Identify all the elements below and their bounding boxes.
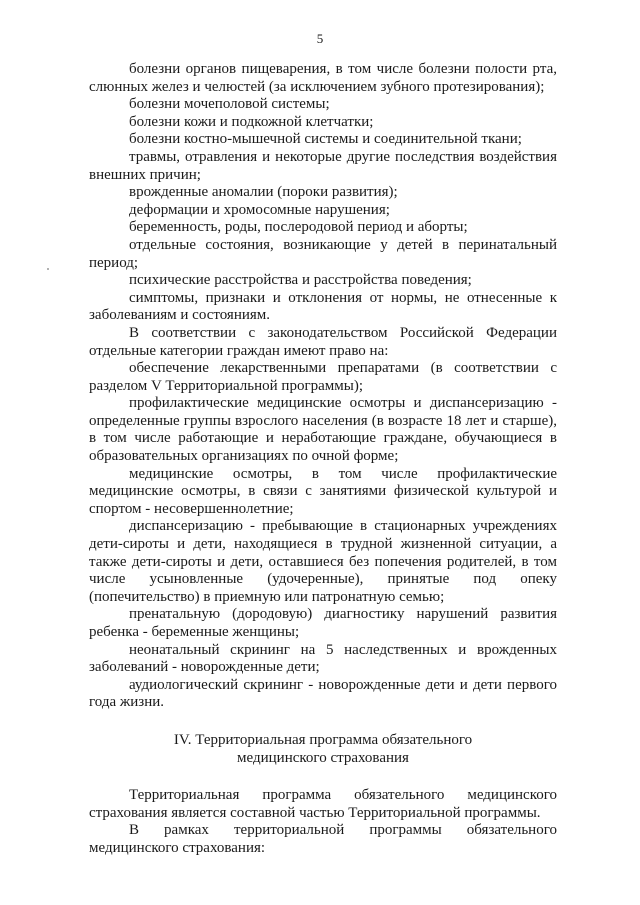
paragraph-neonatal-screening: неонатальный скрининг на 5 наследственных и врожденных заболеваний - новорожденные дети;: [89, 641, 557, 676]
paragraph-medical-examinations: медицинские осмотры, в том числе профилактические медицинские осмотры, в связи с занятиями физической культурой и спортом - несовершеннолетние;: [89, 465, 557, 517]
scan-speck: [47, 268, 49, 270]
paragraph-citizen-categories: В соответствии с законодательством Российской Федерации отдельные категории граждан имеют право на:: [89, 324, 557, 359]
paragraph-skin-diseases: болезни кожи и подкожной клетчатки;: [129, 113, 374, 130]
document-body: [89, 61, 557, 858]
paragraph-digestive-diseases: болезни органов пищеварения, в том числе болезни полости рта, слюнных желез и челюстей (за исключением зубного протезирования);: [89, 61, 557, 95]
paragraph-oms-program-scope: В рамках территориальной программы обязательного медицинского страхования:: [89, 822, 557, 856]
paragraph-injuries-poisonings: травмы, отравления и некоторые другие последствия воздействия внешних причин;: [89, 148, 557, 183]
page-number: 5: [316, 31, 324, 46]
paragraph-preventive-examinations: профилактические медицинские осмотры и диспансеризацию - определенные группы взрослого населения (в возрасте 18 лет и старше), в том числе работающие и неработающие граждане, обучающиеся в образовательных организациях по очной форме;: [89, 395, 557, 465]
paragraph-audiological-screening: аудиологический скрининг - новорожденные дети и дети первого года жизни.: [89, 676, 557, 711]
paragraph-oms-program-part: Территориальная программа обязательного медицинского страхования является составной частью Территориальной программы.: [89, 787, 557, 821]
paragraph-congenital-anomalies: врожденные аномалии (пороки развития);: [129, 184, 398, 201]
paragraph-pregnancy: беременность, роды, послеродовой период и аборты;: [129, 219, 468, 236]
paragraph-symptoms: симптомы, признаки и отклонения от нормы, не отнесенные к заболеваниям и состояниям.: [89, 289, 557, 324]
section-heading: [89, 732, 557, 767]
paragraph-mental-disorders: психические расстройства и расстройства поведения;: [129, 272, 472, 289]
paragraph-perinatal-conditions: отдельные состояния, возникающие у детей в перинатальный период;: [89, 236, 557, 271]
paragraph-medication-provision: обеспечение лекарственными препаратами (в соответствии с разделом V Территориальной программы);: [89, 360, 557, 394]
paragraph-musculoskeletal-diseases: болезни костно-мышечной системы и соединительной ткани;: [129, 131, 522, 148]
paragraph-orphan-dispensarization: диспансеризацию - пребывающие в стационарных учреждениях дети-сироты и дети, находящиеся в трудной жизненной ситуации, а также дети-сироты и дети, оставшиеся без попечения родителей, в том числе усыновленные (удочеренные), принятые под опеку (попечительство) в приемную или патронатную семью;: [89, 518, 557, 605]
section-heading-line-1: IV. Территориальная программа обязательного: [173, 731, 473, 748]
paragraph-deformations: деформации и хромосомные нарушения;: [129, 201, 390, 218]
section-heading-line-2: медицинского страхования: [237, 749, 409, 766]
paragraph-prenatal-diagnostics: пренатальную (дородовую) диагностику нарушений развития ребенка - беременные женщины;: [89, 606, 557, 640]
paragraph-genitourinary-diseases: болезни мочеполовой системы;: [129, 96, 330, 113]
